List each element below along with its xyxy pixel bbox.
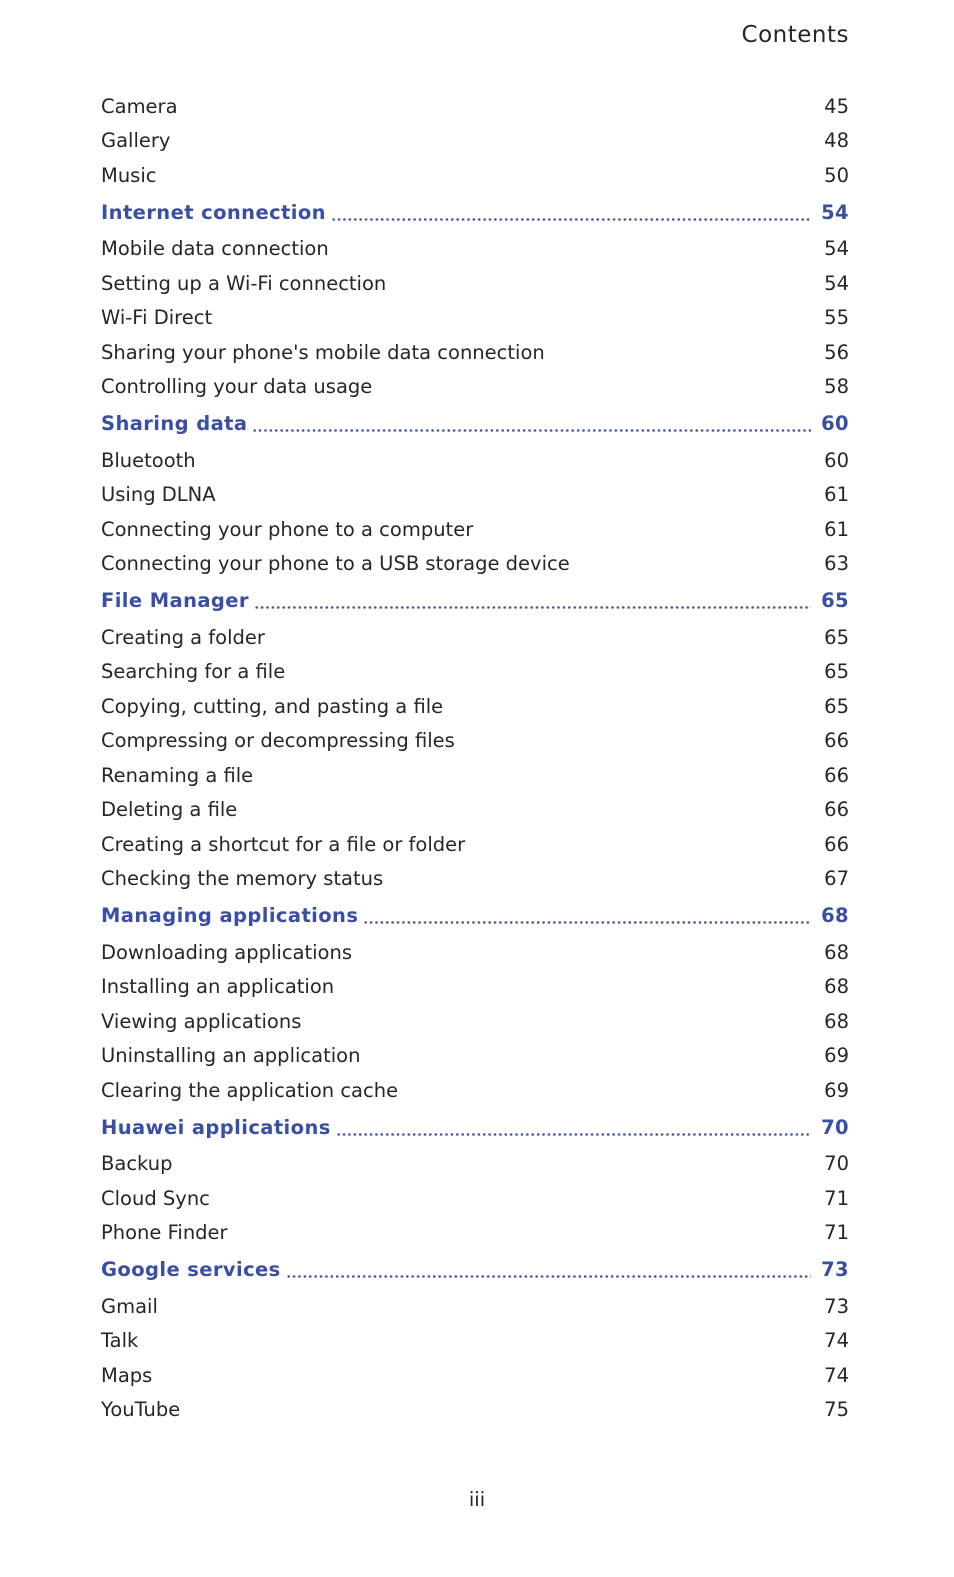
toc-entry-label: Clearing the application cache: [101, 1078, 399, 1102]
toc-entry-label: Deleting a file: [101, 798, 238, 822]
toc-section-heading[interactable]: [101, 581, 849, 620]
toc-entry[interactable]: [101, 862, 849, 897]
toc-page-number: 68: [824, 975, 849, 999]
toc-section-heading[interactable]: [101, 1108, 849, 1147]
toc-entry-label: Wi-Fi Direct: [101, 306, 213, 330]
toc-section-label: Managing applications: [101, 904, 359, 927]
page-number: iii: [468, 1488, 486, 1511]
toc-section-label: File Manager: [101, 589, 249, 612]
toc-entry[interactable]: [101, 935, 849, 970]
toc-entry-label: Controlling your data usage: [101, 375, 373, 399]
toc-page-number: 71: [824, 1221, 849, 1245]
toc-page-number: 58: [824, 375, 849, 399]
toc-entry-label: Viewing applications: [101, 1009, 302, 1033]
toc-entry[interactable]: [101, 266, 849, 301]
toc-page-number: 65: [821, 589, 849, 612]
toc-entry[interactable]: [101, 724, 849, 759]
toc-page-number: 50: [824, 163, 849, 187]
toc-entry-label: Copying, cutting, and pasting a file: [101, 694, 444, 718]
toc-entry-label: Creating a folder: [101, 625, 265, 649]
toc-entry[interactable]: [101, 1324, 849, 1359]
toc-page-number: 69: [824, 1044, 849, 1068]
toc-page-number: 74: [824, 1363, 849, 1387]
toc-entry-label: Setting up a Wi-Fi connection: [101, 271, 387, 295]
toc-page-number: 54: [824, 271, 849, 295]
toc-entry-label: Downloading applications: [101, 940, 353, 964]
toc-page-number: 71: [824, 1186, 849, 1210]
toc-entry-label: Uninstalling an application: [101, 1044, 361, 1068]
toc-entry[interactable]: [101, 827, 849, 862]
toc-section-label: Internet connection: [101, 200, 326, 224]
toc-section-heading[interactable]: [101, 1250, 849, 1289]
toc-entry-label: Camera: [101, 94, 178, 118]
toc-page-number: 60: [824, 448, 849, 472]
toc-page-number: 61: [824, 483, 849, 507]
toc-entry[interactable]: [101, 512, 849, 547]
toc-section-heading[interactable]: [101, 896, 849, 935]
toc-entry[interactable]: [101, 370, 849, 405]
toc-entry-label: Backup: [101, 1152, 173, 1176]
toc-entry-label: Using DLNA: [101, 483, 216, 507]
toc-entry-label: Gallery: [101, 129, 171, 153]
toc-entry[interactable]: [101, 443, 849, 478]
toc-entry-label: Music: [101, 163, 157, 187]
toc-entry[interactable]: [101, 158, 849, 193]
toc-page-number: 67: [824, 867, 849, 891]
toc-entry[interactable]: [101, 1216, 849, 1251]
toc-entry-label: Maps: [101, 1363, 153, 1387]
toc-dot-leader: [286, 1262, 811, 1281]
toc-entry[interactable]: [101, 1073, 849, 1108]
toc-entry-label: Talk: [101, 1329, 139, 1353]
toc-entry-label: Gmail: [101, 1294, 158, 1318]
toc-entry-label: Connecting your phone to a computer: [101, 517, 474, 541]
toc-page-number: 68: [824, 940, 849, 964]
toc-page-number: 54: [824, 237, 849, 261]
toc-entry[interactable]: [101, 655, 849, 690]
toc-page-number: 66: [824, 832, 849, 856]
toc-entry[interactable]: [101, 1289, 849, 1324]
toc-page-number: 66: [824, 798, 849, 822]
toc-entry-label: Cloud Sync: [101, 1186, 210, 1210]
page-header-title: Contents: [741, 22, 849, 48]
toc-page-number: 65: [824, 660, 849, 684]
toc-dot-leader: [252, 416, 811, 435]
toc-entry[interactable]: [101, 1358, 849, 1393]
toc-dot-leader: [331, 205, 811, 224]
toc-section-label: Huawei applications: [101, 1115, 331, 1139]
toc-page-number: 75: [824, 1398, 849, 1422]
toc-entry[interactable]: [101, 970, 849, 1005]
toc-entry[interactable]: [101, 1147, 849, 1182]
toc-entry[interactable]: [101, 89, 849, 124]
toc-entry-label: Creating a shortcut for a file or folder: [101, 832, 466, 856]
toc-dot-leader: [336, 1120, 811, 1139]
toc-entry-label: Installing an application: [101, 975, 335, 999]
toc-page-number: 61: [824, 517, 849, 541]
toc-entry-label: Checking the memory status: [101, 867, 384, 891]
toc-section-heading[interactable]: [101, 404, 849, 443]
table-of-contents: [101, 89, 849, 1427]
toc-dot-leader: [363, 908, 811, 927]
toc-page-number: 69: [824, 1078, 849, 1102]
toc-page-number: 63: [824, 552, 849, 576]
toc-entry-label: Searching for a file: [101, 660, 286, 684]
toc-page-number: 48: [824, 129, 849, 153]
toc-entry[interactable]: [101, 1004, 849, 1039]
toc-entry[interactable]: [101, 301, 849, 336]
toc-page-number: 66: [824, 763, 849, 787]
toc-page-number: 68: [821, 904, 849, 927]
toc-entry[interactable]: [101, 758, 849, 793]
toc-page-number: 60: [821, 412, 849, 435]
toc-dot-leader: [254, 593, 811, 612]
toc-entry-label: Compressing or decompressing files: [101, 729, 455, 753]
toc-entry[interactable]: [101, 793, 849, 828]
toc-page-number: 66: [824, 729, 849, 753]
toc-entry[interactable]: [101, 478, 849, 513]
toc-page-number: 54: [821, 200, 849, 224]
toc-entry[interactable]: [101, 1181, 849, 1216]
toc-entry-label: Bluetooth: [101, 448, 196, 472]
toc-entry[interactable]: [101, 1039, 849, 1074]
toc-page-number: 56: [824, 340, 849, 364]
toc-page-number: 45: [824, 94, 849, 118]
toc-entry[interactable]: [101, 689, 849, 724]
toc-page-number: 73: [824, 1294, 849, 1318]
toc-page-number: 65: [824, 625, 849, 649]
toc-page-number: 73: [821, 1258, 849, 1281]
toc-page-number: 70: [821, 1115, 849, 1139]
toc-entry-label: Phone Finder: [101, 1221, 228, 1245]
toc-section-label: Google services: [101, 1258, 281, 1281]
toc-entry[interactable]: [101, 547, 849, 582]
toc-page-number: 55: [824, 306, 849, 330]
toc-entry-label: Connecting your phone to a USB storage device: [101, 552, 570, 576]
toc-page-number: 65: [824, 694, 849, 718]
toc-entry[interactable]: [101, 1393, 849, 1428]
toc-page-number: 70: [824, 1152, 849, 1176]
toc-page-number: 68: [824, 1009, 849, 1033]
toc-entry[interactable]: [101, 124, 849, 159]
toc-entry-label: Renaming a file: [101, 763, 254, 787]
toc-section-heading[interactable]: [101, 193, 849, 232]
toc-entry-label: YouTube: [101, 1398, 181, 1422]
toc-section-label: Sharing data: [101, 412, 248, 435]
toc-entry[interactable]: [101, 335, 849, 370]
toc-entry[interactable]: [101, 620, 849, 655]
toc-entry-label: Sharing your phone's mobile data connection: [101, 340, 545, 364]
toc-entry-label: Mobile data connection: [101, 237, 329, 261]
toc-entry[interactable]: [101, 232, 849, 267]
toc-page-number: 74: [824, 1329, 849, 1353]
